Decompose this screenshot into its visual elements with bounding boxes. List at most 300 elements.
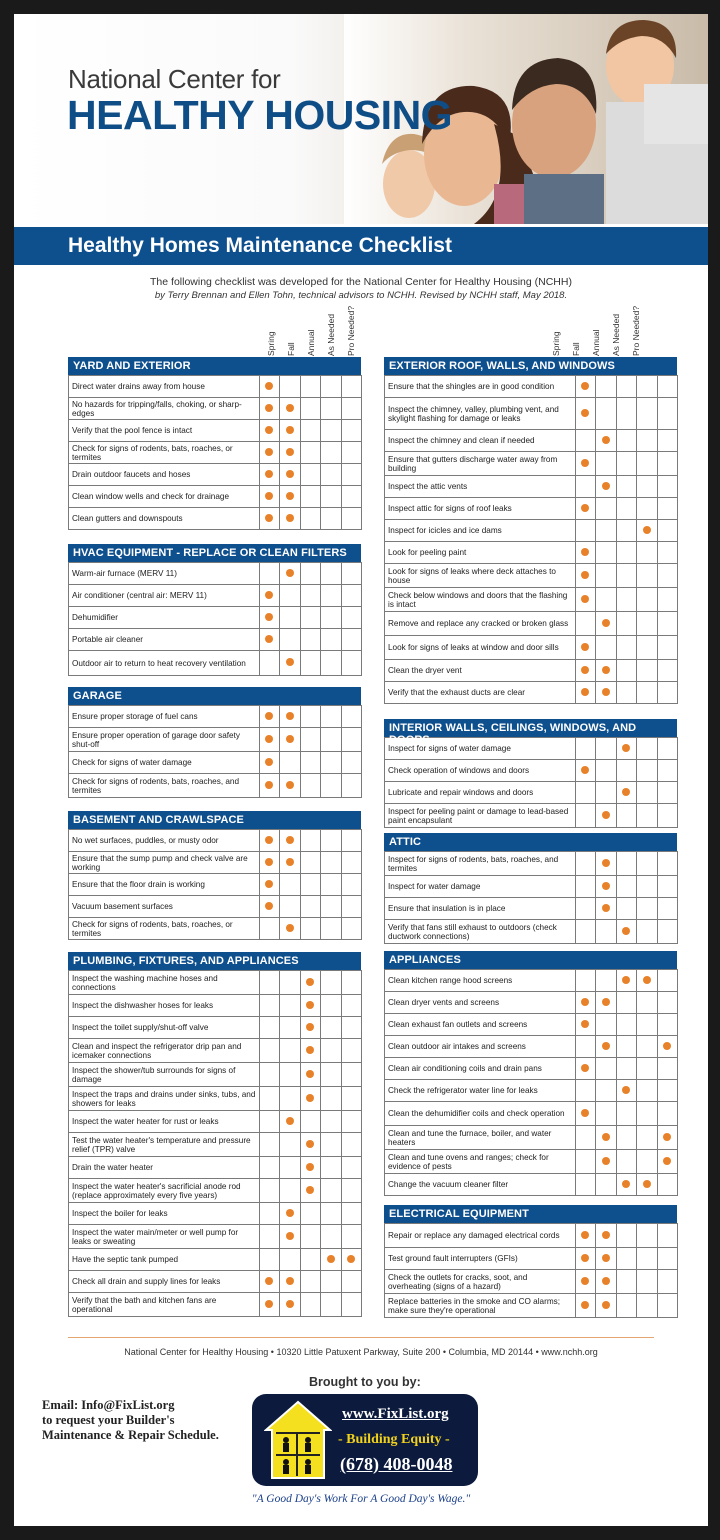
check-cell-fall[interactable] [596, 498, 617, 520]
check-cell-fall[interactable] [596, 520, 617, 542]
check-cell-as-needed[interactable] [321, 852, 342, 874]
check-cell-pro-needed[interactable] [341, 607, 362, 629]
check-cell-spring[interactable] [259, 1249, 280, 1271]
check-cell-as-needed[interactable] [321, 830, 342, 852]
check-cell-fall[interactable] [280, 464, 301, 486]
check-cell-pro-needed[interactable] [341, 995, 362, 1017]
email-line[interactable]: Email: Info@FixList.org [42, 1398, 175, 1412]
check-cell-fall[interactable] [596, 992, 617, 1014]
check-cell-fall[interactable] [280, 1249, 301, 1271]
check-cell-fall[interactable] [596, 1014, 617, 1036]
check-cell-fall[interactable] [280, 1087, 301, 1111]
check-cell-pro-needed[interactable] [657, 1058, 678, 1080]
check-cell-spring[interactable] [575, 682, 596, 704]
check-cell-as-needed[interactable] [637, 1058, 658, 1080]
check-cell-as-needed[interactable] [637, 588, 658, 612]
check-cell-as-needed[interactable] [637, 476, 658, 498]
check-cell-annual[interactable] [616, 992, 637, 1014]
check-cell-spring[interactable] [575, 1150, 596, 1174]
check-cell-annual[interactable] [300, 486, 321, 508]
check-cell-fall[interactable] [596, 452, 617, 476]
check-cell-as-needed[interactable] [321, 1157, 342, 1179]
check-cell-fall[interactable] [280, 1293, 301, 1317]
check-cell-fall[interactable] [596, 970, 617, 992]
check-cell-pro-needed[interactable] [341, 508, 362, 530]
check-cell-pro-needed[interactable] [341, 1225, 362, 1249]
check-cell-fall[interactable] [280, 728, 301, 752]
check-cell-spring[interactable] [259, 420, 280, 442]
check-cell-fall[interactable] [280, 918, 301, 940]
check-cell-as-needed[interactable] [637, 782, 658, 804]
check-cell-pro-needed[interactable] [341, 1133, 362, 1157]
check-cell-fall[interactable] [280, 874, 301, 896]
logo-phone[interactable]: (678) 408-0048 [340, 1454, 453, 1474]
check-cell-pro-needed[interactable] [341, 486, 362, 508]
check-cell-spring[interactable] [259, 563, 280, 585]
check-cell-annual[interactable] [300, 651, 321, 676]
check-cell-as-needed[interactable] [321, 1017, 342, 1039]
check-cell-annual[interactable] [300, 1039, 321, 1063]
check-cell-as-needed[interactable] [637, 430, 658, 452]
check-cell-fall[interactable] [596, 1126, 617, 1150]
check-cell-annual[interactable] [616, 660, 637, 682]
check-cell-annual[interactable] [300, 1111, 321, 1133]
check-cell-pro-needed[interactable] [657, 376, 678, 398]
check-cell-pro-needed[interactable] [657, 1036, 678, 1058]
check-cell-annual[interactable] [616, 542, 637, 564]
check-cell-as-needed[interactable] [321, 376, 342, 398]
check-cell-spring[interactable] [259, 629, 280, 651]
check-cell-as-needed[interactable] [321, 420, 342, 442]
check-cell-annual[interactable] [616, 398, 637, 430]
check-cell-fall[interactable] [280, 1133, 301, 1157]
check-cell-annual[interactable] [300, 1179, 321, 1203]
check-cell-fall[interactable] [280, 752, 301, 774]
check-cell-spring[interactable] [575, 1102, 596, 1126]
check-cell-annual[interactable] [300, 830, 321, 852]
check-cell-annual[interactable] [616, 682, 637, 704]
check-cell-fall[interactable] [596, 376, 617, 398]
check-cell-as-needed[interactable] [637, 452, 658, 476]
check-cell-as-needed[interactable] [321, 464, 342, 486]
check-cell-fall[interactable] [596, 898, 617, 920]
check-cell-spring[interactable] [575, 876, 596, 898]
check-cell-spring[interactable] [259, 852, 280, 874]
check-cell-as-needed[interactable] [637, 376, 658, 398]
check-cell-annual[interactable] [616, 970, 637, 992]
check-cell-as-needed[interactable] [637, 920, 658, 944]
check-cell-annual[interactable] [616, 782, 637, 804]
check-cell-annual[interactable] [616, 1294, 637, 1318]
check-cell-pro-needed[interactable] [341, 1157, 362, 1179]
check-cell-annual[interactable] [300, 728, 321, 752]
check-cell-spring[interactable] [575, 612, 596, 636]
check-cell-pro-needed[interactable] [341, 1293, 362, 1317]
check-cell-as-needed[interactable] [637, 1294, 658, 1318]
check-cell-pro-needed[interactable] [341, 563, 362, 585]
check-cell-as-needed[interactable] [321, 774, 342, 798]
check-cell-pro-needed[interactable] [657, 920, 678, 944]
check-cell-spring[interactable] [259, 1111, 280, 1133]
check-cell-fall[interactable] [280, 442, 301, 464]
check-cell-pro-needed[interactable] [341, 1271, 362, 1293]
check-cell-fall[interactable] [280, 1063, 301, 1087]
check-cell-annual[interactable] [616, 1036, 637, 1058]
check-cell-fall[interactable] [280, 508, 301, 530]
check-cell-fall[interactable] [596, 564, 617, 588]
check-cell-pro-needed[interactable] [341, 1087, 362, 1111]
check-cell-pro-needed[interactable] [657, 876, 678, 898]
check-cell-annual[interactable] [616, 738, 637, 760]
check-cell-annual[interactable] [616, 898, 637, 920]
check-cell-as-needed[interactable] [637, 852, 658, 876]
check-cell-fall[interactable] [280, 486, 301, 508]
check-cell-fall[interactable] [280, 398, 301, 420]
check-cell-pro-needed[interactable] [657, 1270, 678, 1294]
check-cell-pro-needed[interactable] [657, 782, 678, 804]
check-cell-annual[interactable] [300, 1157, 321, 1179]
check-cell-spring[interactable] [575, 782, 596, 804]
check-cell-fall[interactable] [596, 1102, 617, 1126]
check-cell-as-needed[interactable] [637, 1248, 658, 1270]
check-cell-as-needed[interactable] [321, 442, 342, 464]
check-cell-spring[interactable] [575, 376, 596, 398]
check-cell-annual[interactable] [300, 706, 321, 728]
check-cell-spring[interactable] [259, 1087, 280, 1111]
check-cell-as-needed[interactable] [637, 760, 658, 782]
check-cell-pro-needed[interactable] [657, 1126, 678, 1150]
check-cell-annual[interactable] [300, 563, 321, 585]
check-cell-as-needed[interactable] [321, 1087, 342, 1111]
check-cell-as-needed[interactable] [637, 738, 658, 760]
check-cell-spring[interactable] [575, 430, 596, 452]
check-cell-as-needed[interactable] [637, 1174, 658, 1196]
check-cell-fall[interactable] [280, 607, 301, 629]
check-cell-spring[interactable] [259, 896, 280, 918]
check-cell-fall[interactable] [280, 971, 301, 995]
check-cell-as-needed[interactable] [321, 896, 342, 918]
check-cell-as-needed[interactable] [637, 1150, 658, 1174]
check-cell-spring[interactable] [575, 542, 596, 564]
check-cell-spring[interactable] [259, 1133, 280, 1157]
check-cell-spring[interactable] [259, 1039, 280, 1063]
fixlist-logo[interactable] [252, 1394, 478, 1486]
check-cell-spring[interactable] [575, 1036, 596, 1058]
check-cell-fall[interactable] [280, 1157, 301, 1179]
check-cell-spring[interactable] [575, 1294, 596, 1318]
check-cell-fall[interactable] [280, 830, 301, 852]
check-cell-spring[interactable] [575, 660, 596, 682]
check-cell-fall[interactable] [280, 420, 301, 442]
check-cell-spring[interactable] [575, 1248, 596, 1270]
check-cell-spring[interactable] [259, 1225, 280, 1249]
check-cell-annual[interactable] [300, 918, 321, 940]
check-cell-fall[interactable] [596, 542, 617, 564]
check-cell-spring[interactable] [575, 920, 596, 944]
check-cell-fall[interactable] [596, 876, 617, 898]
check-cell-fall[interactable] [596, 1270, 617, 1294]
check-cell-pro-needed[interactable] [341, 728, 362, 752]
check-cell-annual[interactable] [616, 452, 637, 476]
check-cell-pro-needed[interactable] [657, 1102, 678, 1126]
check-cell-spring[interactable] [575, 804, 596, 828]
check-cell-fall[interactable] [280, 585, 301, 607]
check-cell-as-needed[interactable] [637, 564, 658, 588]
check-cell-pro-needed[interactable] [657, 430, 678, 452]
check-cell-spring[interactable] [259, 1271, 280, 1293]
check-cell-as-needed[interactable] [321, 728, 342, 752]
check-cell-spring[interactable] [259, 1293, 280, 1317]
check-cell-as-needed[interactable] [637, 804, 658, 828]
check-cell-as-needed[interactable] [321, 486, 342, 508]
check-cell-annual[interactable] [300, 752, 321, 774]
check-cell-fall[interactable] [596, 612, 617, 636]
check-cell-spring[interactable] [259, 1017, 280, 1039]
check-cell-as-needed[interactable] [321, 651, 342, 676]
check-cell-spring[interactable] [575, 588, 596, 612]
check-cell-fall[interactable] [280, 1111, 301, 1133]
check-cell-as-needed[interactable] [637, 1036, 658, 1058]
check-cell-annual[interactable] [616, 1248, 637, 1270]
check-cell-as-needed[interactable] [637, 1102, 658, 1126]
check-cell-pro-needed[interactable] [657, 588, 678, 612]
check-cell-as-needed[interactable] [321, 752, 342, 774]
check-cell-pro-needed[interactable] [657, 452, 678, 476]
check-cell-spring[interactable] [259, 651, 280, 676]
check-cell-fall[interactable] [596, 804, 617, 828]
check-cell-spring[interactable] [575, 476, 596, 498]
check-cell-annual[interactable] [300, 1133, 321, 1157]
check-cell-spring[interactable] [259, 774, 280, 798]
check-cell-spring[interactable] [259, 1179, 280, 1203]
check-cell-spring[interactable] [575, 1270, 596, 1294]
check-cell-as-needed[interactable] [321, 706, 342, 728]
check-cell-pro-needed[interactable] [341, 918, 362, 940]
check-cell-annual[interactable] [300, 1063, 321, 1087]
check-cell-annual[interactable] [300, 995, 321, 1017]
check-cell-pro-needed[interactable] [657, 1224, 678, 1248]
check-cell-fall[interactable] [596, 760, 617, 782]
check-cell-pro-needed[interactable] [657, 1174, 678, 1196]
check-cell-fall[interactable] [596, 476, 617, 498]
check-cell-as-needed[interactable] [637, 876, 658, 898]
logo-url[interactable]: www.FixList.org [342, 1406, 449, 1422]
check-cell-as-needed[interactable] [321, 607, 342, 629]
check-cell-as-needed[interactable] [637, 682, 658, 704]
check-cell-spring[interactable] [259, 442, 280, 464]
check-cell-fall[interactable] [596, 1174, 617, 1196]
check-cell-fall[interactable] [596, 1080, 617, 1102]
check-cell-as-needed[interactable] [637, 1080, 658, 1102]
check-cell-fall[interactable] [280, 629, 301, 651]
check-cell-annual[interactable] [300, 874, 321, 896]
check-cell-as-needed[interactable] [321, 971, 342, 995]
check-cell-pro-needed[interactable] [341, 629, 362, 651]
check-cell-fall[interactable] [596, 1058, 617, 1080]
check-cell-spring[interactable] [259, 464, 280, 486]
check-cell-fall[interactable] [596, 782, 617, 804]
check-cell-as-needed[interactable] [637, 520, 658, 542]
check-cell-annual[interactable] [300, 1017, 321, 1039]
check-cell-spring[interactable] [259, 995, 280, 1017]
check-cell-fall[interactable] [596, 1036, 617, 1058]
check-cell-pro-needed[interactable] [341, 420, 362, 442]
check-cell-pro-needed[interactable] [341, 585, 362, 607]
check-cell-as-needed[interactable] [321, 1133, 342, 1157]
check-cell-annual[interactable] [616, 564, 637, 588]
check-cell-pro-needed[interactable] [341, 852, 362, 874]
check-cell-pro-needed[interactable] [657, 564, 678, 588]
check-cell-as-needed[interactable] [637, 398, 658, 430]
check-cell-as-needed[interactable] [637, 542, 658, 564]
check-cell-pro-needed[interactable] [341, 376, 362, 398]
check-cell-as-needed[interactable] [321, 995, 342, 1017]
check-cell-pro-needed[interactable] [657, 636, 678, 660]
check-cell-as-needed[interactable] [321, 585, 342, 607]
check-cell-annual[interactable] [616, 760, 637, 782]
check-cell-pro-needed[interactable] [657, 1294, 678, 1318]
check-cell-spring[interactable] [259, 398, 280, 420]
check-cell-annual[interactable] [300, 398, 321, 420]
check-cell-spring[interactable] [259, 728, 280, 752]
check-cell-annual[interactable] [300, 1225, 321, 1249]
check-cell-pro-needed[interactable] [341, 651, 362, 676]
check-cell-spring[interactable] [259, 508, 280, 530]
check-cell-spring[interactable] [575, 852, 596, 876]
check-cell-annual[interactable] [300, 420, 321, 442]
check-cell-spring[interactable] [259, 706, 280, 728]
check-cell-as-needed[interactable] [637, 898, 658, 920]
check-cell-spring[interactable] [575, 398, 596, 430]
check-cell-as-needed[interactable] [321, 1179, 342, 1203]
check-cell-spring[interactable] [575, 1014, 596, 1036]
check-cell-pro-needed[interactable] [341, 752, 362, 774]
check-cell-spring[interactable] [575, 760, 596, 782]
check-cell-annual[interactable] [616, 1126, 637, 1150]
check-cell-fall[interactable] [280, 706, 301, 728]
check-cell-spring[interactable] [259, 376, 280, 398]
check-cell-annual[interactable] [300, 1203, 321, 1225]
check-cell-fall[interactable] [596, 682, 617, 704]
check-cell-pro-needed[interactable] [341, 706, 362, 728]
check-cell-spring[interactable] [575, 1224, 596, 1248]
check-cell-pro-needed[interactable] [657, 542, 678, 564]
check-cell-as-needed[interactable] [637, 498, 658, 520]
check-cell-pro-needed[interactable] [341, 971, 362, 995]
check-cell-pro-needed[interactable] [657, 1248, 678, 1270]
check-cell-as-needed[interactable] [637, 1126, 658, 1150]
check-cell-annual[interactable] [616, 430, 637, 452]
check-cell-pro-needed[interactable] [657, 738, 678, 760]
check-cell-as-needed[interactable] [637, 1014, 658, 1036]
check-cell-fall[interactable] [596, 738, 617, 760]
check-cell-pro-needed[interactable] [657, 520, 678, 542]
check-cell-spring[interactable] [259, 486, 280, 508]
check-cell-as-needed[interactable] [321, 1225, 342, 1249]
check-cell-fall[interactable] [280, 1039, 301, 1063]
check-cell-annual[interactable] [616, 1270, 637, 1294]
check-cell-as-needed[interactable] [321, 563, 342, 585]
check-cell-fall[interactable] [596, 636, 617, 660]
check-cell-pro-needed[interactable] [341, 442, 362, 464]
check-cell-annual[interactable] [616, 1224, 637, 1248]
check-cell-fall[interactable] [280, 896, 301, 918]
check-cell-pro-needed[interactable] [657, 1080, 678, 1102]
check-cell-fall[interactable] [596, 398, 617, 430]
check-cell-annual[interactable] [300, 971, 321, 995]
check-cell-annual[interactable] [616, 636, 637, 660]
check-cell-as-needed[interactable] [321, 508, 342, 530]
check-cell-as-needed[interactable] [321, 1063, 342, 1087]
check-cell-annual[interactable] [616, 1174, 637, 1196]
check-cell-as-needed[interactable] [321, 918, 342, 940]
check-cell-fall[interactable] [596, 1248, 617, 1270]
check-cell-annual[interactable] [616, 1102, 637, 1126]
check-cell-pro-needed[interactable] [341, 1249, 362, 1271]
check-cell-spring[interactable] [575, 898, 596, 920]
check-cell-annual[interactable] [300, 774, 321, 798]
check-cell-as-needed[interactable] [637, 992, 658, 1014]
check-cell-annual[interactable] [616, 612, 637, 636]
check-cell-pro-needed[interactable] [341, 774, 362, 798]
check-cell-annual[interactable] [616, 920, 637, 944]
check-cell-fall[interactable] [280, 1225, 301, 1249]
check-cell-annual[interactable] [300, 1293, 321, 1317]
check-cell-pro-needed[interactable] [341, 1017, 362, 1039]
check-cell-pro-needed[interactable] [657, 498, 678, 520]
check-cell-fall[interactable] [280, 376, 301, 398]
check-cell-spring[interactable] [575, 738, 596, 760]
check-cell-annual[interactable] [300, 442, 321, 464]
check-cell-pro-needed[interactable] [341, 1179, 362, 1203]
check-cell-spring[interactable] [259, 971, 280, 995]
check-cell-annual[interactable] [616, 498, 637, 520]
check-cell-spring[interactable] [575, 970, 596, 992]
check-cell-pro-needed[interactable] [657, 992, 678, 1014]
check-cell-fall[interactable] [596, 852, 617, 876]
check-cell-spring[interactable] [575, 498, 596, 520]
check-cell-fall[interactable] [280, 1017, 301, 1039]
check-cell-annual[interactable] [616, 520, 637, 542]
check-cell-as-needed[interactable] [321, 1249, 342, 1271]
check-cell-spring[interactable] [575, 452, 596, 476]
check-cell-pro-needed[interactable] [657, 852, 678, 876]
check-cell-fall[interactable] [280, 1179, 301, 1203]
check-cell-pro-needed[interactable] [341, 1039, 362, 1063]
check-cell-spring[interactable] [259, 874, 280, 896]
check-cell-annual[interactable] [300, 607, 321, 629]
check-cell-spring[interactable] [575, 520, 596, 542]
check-cell-annual[interactable] [300, 464, 321, 486]
check-cell-spring[interactable] [575, 1058, 596, 1080]
check-cell-fall[interactable] [596, 1150, 617, 1174]
check-cell-annual[interactable] [300, 585, 321, 607]
check-cell-annual[interactable] [616, 1014, 637, 1036]
check-cell-annual[interactable] [300, 1249, 321, 1271]
check-cell-pro-needed[interactable] [341, 464, 362, 486]
check-cell-fall[interactable] [596, 920, 617, 944]
check-cell-spring[interactable] [575, 636, 596, 660]
check-cell-pro-needed[interactable] [657, 398, 678, 430]
check-cell-as-needed[interactable] [321, 1203, 342, 1225]
check-cell-as-needed[interactable] [321, 874, 342, 896]
check-cell-pro-needed[interactable] [341, 896, 362, 918]
check-cell-as-needed[interactable] [321, 398, 342, 420]
check-cell-spring[interactable] [575, 1126, 596, 1150]
check-cell-fall[interactable] [280, 852, 301, 874]
check-cell-pro-needed[interactable] [657, 1150, 678, 1174]
check-cell-fall[interactable] [280, 1271, 301, 1293]
